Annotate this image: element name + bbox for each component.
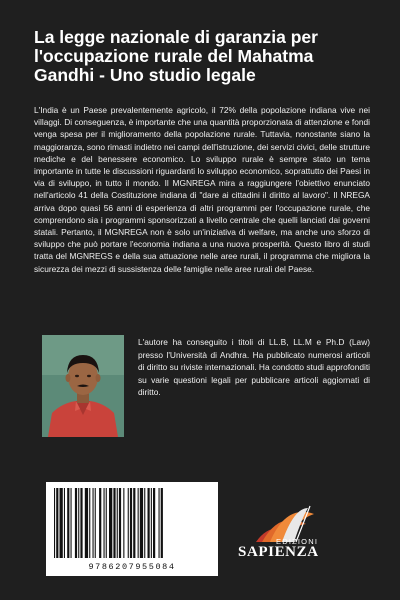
barcode-bar — [109, 488, 112, 558]
barcode-bar — [138, 488, 139, 558]
barcode-bar — [161, 488, 163, 558]
barcode-bar — [54, 488, 55, 558]
author-photo — [42, 335, 124, 437]
barcode-bar — [75, 488, 77, 558]
barcode-bar — [99, 488, 101, 558]
barcode-bar — [78, 488, 79, 558]
isbn-number: 9786207955084 — [88, 562, 176, 572]
barcode-bar — [140, 488, 143, 558]
barcode-bar — [93, 488, 94, 558]
barcode-bar — [80, 488, 82, 558]
barcode-bar — [153, 488, 155, 558]
isbn-barcode — [46, 482, 218, 576]
barcode-bar — [64, 488, 65, 558]
barcode-bar — [144, 488, 145, 558]
publisher-line-edizioni: EDIZIONI — [276, 537, 319, 546]
barcode-bar — [60, 488, 63, 558]
author-bio: L'autore ha conseguito i titoli di LL.B, LL.M e Ph.D (Law) presso l'Università di Andhra. Ha pubblicato numerosi articoli di diritto su riviste internazionali. Ha condotto studi approfonditi su varie questioni legali per pubblicare articoli aggiornati di diritto. — [138, 337, 370, 398]
barcode-bars — [46, 482, 218, 562]
barcode-bar — [159, 488, 160, 558]
barcode-bar — [89, 488, 90, 558]
barcode-bar — [95, 488, 96, 558]
barcode-bar — [123, 488, 124, 558]
book-title: La legge nazionale di garanzia per l'occupazione rurale del Mahatma Gandhi - Uno studio legale — [34, 27, 318, 85]
barcode-bar — [130, 488, 132, 558]
barcode-bar — [133, 488, 135, 558]
book-description: L'India è un Paese prevalentemente agricolo, il 72% della popolazione indiana vive nei villaggi. Di conseguenza, è importante che una quantità proporzionata di attenzione e fondi venga spesa per il miglioramento della popolazione rurale. Tuttavia, nonostante siano la maggioranza, sono rimasti indietro nei campi dell'istruzione, dei servizi civici, delle strutture mediche e del benessere economico. Lo sviluppo rurale è sempre stato un tema importante in tutte le discussioni riguardanti lo sviluppo economico, soprattutto dei Paesi in via di sviluppo, in tutto il mondo. Il MGNREGA mira a raggiungere l'obiettivo enunciato nell'articolo 41 della Costituzione indiana di "dare ai cittadini il diritto al lavoro". Il NREGA arriva dopo quasi 56 anni di esperienza di altri programmi per l'occupazione rurale, che comprendono sia i programmi sponsorizzati a livello centrale che quelli lanciati dai governi statali. Pertanto, il MGNREGA non è solo un'iniziativa di welfare, ma anche uno sforzo di sviluppo che può portare l'economia indiana a una nuova prosperità. Questo libro di studi tratta del MGNREGS e della sua attuazione nelle aree rurali, il programma che migliora la sicurezza dei mezzi di sussistenza delle famiglie nelle aree rurali del Paese. — [34, 105, 370, 274]
barcode-bar — [85, 488, 88, 558]
publisher-logo — [236, 502, 366, 582]
barcode-bar — [104, 488, 105, 558]
barcode-bar — [106, 488, 107, 558]
barcode-bar — [67, 488, 69, 558]
barcode-bar — [128, 488, 129, 558]
barcode-bar — [56, 488, 58, 558]
barcode-bar — [113, 488, 115, 558]
author-portrait-image — [42, 335, 124, 437]
barcode-bar — [148, 488, 150, 558]
barcode-bar — [117, 488, 118, 558]
barcode-bar — [71, 488, 72, 558]
barcode-bar — [119, 488, 121, 558]
barcode-bar — [151, 488, 152, 558]
publisher-line-sapienza: SAPIENZA — [238, 544, 319, 560]
